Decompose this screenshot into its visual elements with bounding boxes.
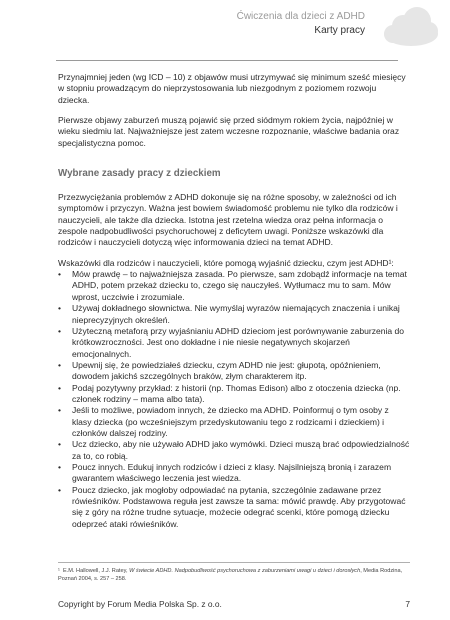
- tips-list: [58, 269, 410, 530]
- footer-copyright: Copyright by Forum Media Polska Sp. z o.o.: [58, 599, 222, 609]
- list-item: [58, 360, 410, 383]
- list-item: [58, 326, 410, 360]
- bullet: •: [58, 359, 61, 370]
- footnote: [58, 567, 410, 583]
- header-divider: [56, 60, 398, 61]
- paragraph-symptom-onset: Pierwsze objawy zaburzeń muszą pojawić się przed siódmym rokiem życia, najpóźniej w wieku siedmiu lat. Najważniejsze jest zatem wczesne rozpoznanie, właściwe badania oraz specjalistyczna pomoc.: [58, 115, 400, 148]
- section-intro: Przezwyciężania problemów z ADHD dokonuje się na różne sposoby, w zależności od ich symptomów i przyczyn. Ważna jest bowiem świadomość problemu nie tylko dla rodziców i nauczycieli, ale także dla dziecka. Istotna jest rzetelna wiedza oraz pełna informacja o zespole nadpobudliwości psychoruchowej z deficytem uwagi. Poniższe wskazówki dla rodziców i nauczycieli dotyczą więc informowania dzieci na temat ADHD.: [58, 192, 398, 248]
- list-item-text: Poucz dziecko, jak mogłoby odpowiadać na pytania, szczególnie zadawane przez rówieśników. Podstawowa reguła jest zawsze ta sama: mówić prawdę. Aby przygotować się z góry na różne trudne sytuacje, możecie odegrać scenki, które pomogą dziecku odeprzeć ataki rówieśników.: [72, 484, 406, 529]
- list-item-text: Jeśli to możliwe, powiadom innych, że dziecko ma ADHD. Poinformuj o tym osoby z klasy dziecka (po wcześniejszym przedyskutowaniu tego z rodzicami i dzieckiem) i członków dalszej rodziny.: [72, 405, 389, 438]
- list-item-text: Podaj pozytywny przykład: z historii (np. Thomas Edison) albo z otoczenia dziecka (np. członek rodziny – mama albo tata).: [72, 382, 401, 404]
- list-item: [58, 269, 410, 303]
- footnote-marker: ¹: [58, 568, 60, 574]
- list-item-text: Używaj dokładnego słownictwa. Nie wymyślaj wyrazów niemających znaczenia i unikaj nieprecyzyjnych określeń.: [72, 303, 400, 325]
- header-series-title: Ćwiczenia dla dzieci z ADHD: [236, 11, 365, 22]
- bullet: •: [58, 461, 61, 472]
- list-item: [58, 383, 410, 406]
- paragraph-symptom-duration: Przynajmniej jeden (wg ICD – 10) z objawów musi utrzymywać się minimum sześć miesięcy w stopniu prowadzącym do nieprzystosowania lub niezgodnym z poziomem rozwoju dziecka.: [58, 72, 406, 105]
- list-item: [58, 485, 410, 530]
- list-item: [58, 405, 410, 439]
- footnote-authors: E.M. Hallowell, J.J. Ratey,: [62, 568, 130, 574]
- footnote-book-title: W świecie ADHD. Nadpobudliwość psychoruchowa z zaburzeniami uwagi u dzieci i dorosłych: [129, 568, 361, 574]
- list-item-text: Mów prawdę – to najważniejsza zasada. Po pierwsze, sam zdobądź informacje na temat ADHD, potem przekaż dziecku to, czego się nauczyłeś. Wytłumacz mu to sam. Mów wprost, uczciwie i zrozumiale.: [72, 269, 407, 302]
- list-item-text: Ucz dziecko, aby nie używało ADHD jako wymówki. Dzieci muszą brać odpowiedzialność za to, co robią.: [72, 439, 410, 461]
- bullet: •: [58, 269, 61, 280]
- list-item-text: Użyteczną metaforą przy wyjaśnianiu ADHD dzieciom jest porównywanie zaburzenia do krótkowzroczności. Jest ono dokładne i nie niesie negatywnych skojarzeń emocjonalnych.: [72, 325, 405, 359]
- tips-intro: Wskazówki dla rodziców i nauczycieli, które pomogą wyjaśnić dziecku, czym jest ADHD¹:: [58, 257, 394, 268]
- list-item-text: Upewnij się, że powiedziałeś dziecku, czym ADHD nie jest: głupotą, opóźnieniem, dowodem jakichś szczególnych braków, złym charakterem itp.: [72, 359, 381, 382]
- page-content: [58, 72, 410, 530]
- bullet: •: [58, 382, 61, 393]
- list-item: [58, 462, 410, 485]
- bullet: •: [58, 303, 61, 314]
- list-item-text: Poucz innych. Edukuj innych rodziców i dzieci z klasy. Najsilniejszą bronią i zarazem gwarantem właściwego leczenia jest wiedza.: [72, 461, 392, 484]
- page-number: 7: [405, 599, 410, 609]
- bullet: •: [58, 484, 61, 495]
- section-heading: Wybrane zasady pracy z dzieckiem: [58, 168, 221, 180]
- footnote-publisher: , Media Rodzina, Poznań 2004, s. 257 – 258.: [58, 568, 403, 582]
- cloud-icon: [380, 4, 442, 48]
- list-item: [58, 439, 410, 462]
- footnote-divider: [58, 562, 410, 563]
- list-item: [58, 303, 410, 326]
- bullet: •: [58, 325, 61, 336]
- bullet: •: [58, 439, 61, 450]
- header-section-title: Karty pracy: [314, 25, 365, 36]
- bullet: •: [58, 405, 61, 416]
